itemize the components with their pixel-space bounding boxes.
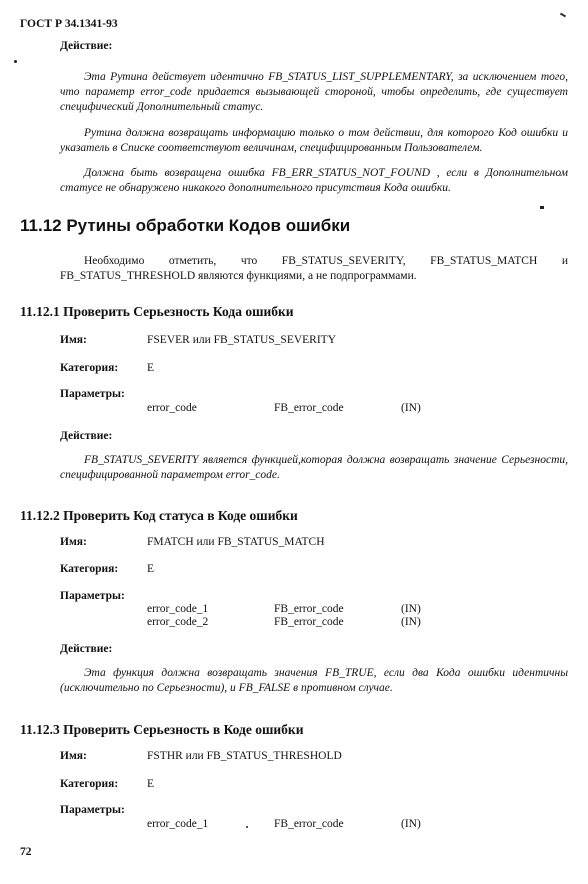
sub1-param-type: FB_error_code — [274, 402, 344, 414]
sub3-param-type: FB_error_code — [274, 818, 344, 830]
subsection-1-heading: 11.12.1 Проверить Серьезность Кода ошибки — [20, 304, 294, 319]
sub2-action-label: Действие: — [60, 643, 113, 655]
sub2-param-2-mode: (IN) — [401, 616, 421, 628]
sub2-param-1-name: error_code_1 — [147, 603, 209, 615]
sub3-category-label: Категория: — [60, 778, 119, 790]
sub2-param-1-type: FB_error_code — [274, 603, 344, 615]
sub2-name-value: FMATCH или FB_STATUS_MATCH — [147, 536, 325, 548]
sub3-param-mode: (IN) — [401, 818, 421, 830]
sub2-params-label: Параметры: — [60, 590, 125, 602]
sub3-params-label: Параметры: — [60, 804, 125, 816]
sub1-action-text: FB_STATUS_SEVERITY является функцией,которая должна возвращать значение Серьезности, специфицированной параметром error_code. — [60, 454, 568, 481]
intro-action-label: Действие: — [60, 40, 113, 52]
sub3-param-name: error_code_1 — [147, 818, 209, 830]
sub2-param-2-name: error_code_2 — [147, 616, 209, 628]
sub1-name-value: FSEVER или FB_STATUS_SEVERITY — [147, 334, 337, 346]
scan-dot — [14, 60, 17, 63]
subsection-2-heading: 11.12.2 Проверить Код статуса в Коде ошибки — [20, 508, 298, 523]
sub1-params-label: Параметры: — [60, 388, 125, 400]
document-header: ГОСТ Р 34.1341-93 — [20, 18, 118, 30]
page-number: 72 — [20, 846, 32, 858]
sub1-param-mode: (IN) — [401, 402, 421, 414]
scan-mark — [540, 206, 544, 209]
sub1-category-label: Категория: — [60, 362, 119, 374]
sub1-action-label: Действие: — [60, 430, 113, 442]
sub2-action-text: Эта функция должна возвращать значения FB_TRUE, если два Кода ошибки идентичны (исключительно по Серьезности), и FB_FALSE в противном случае. — [60, 667, 568, 694]
sub2-name-label: Имя: — [60, 536, 87, 548]
sub2-category-label: Категория: — [60, 563, 119, 575]
sub2-param-2-type: FB_error_code — [274, 616, 344, 628]
subsection-3-heading: 11.12.3 Проверить Серьезность в Коде ошибки — [20, 722, 304, 737]
sub3-name-label: Имя: — [60, 750, 87, 762]
section-paragraph: Необходимо отметить, что FB_STATUS_SEVERITY, FB_STATUS_MATCH и FB_STATUS_THRESHOLD являются функциями, а не подпрограммами. — [60, 255, 568, 282]
sub1-param-name: error_code — [147, 402, 197, 414]
section-heading: 11.12 Рутины обработки Кодов ошибки — [20, 216, 351, 235]
intro-paragraph-1: Эта Рутина действует идентично FB_STATUS_LIST_SUPPLEMENTARY, за исключением того, что параметр error_code придается вызывающей стороной, чтобы определить, где существует специфический Дополнительный статус. — [60, 71, 568, 113]
sub3-category-value: E — [147, 778, 155, 790]
scan-dot — [246, 826, 248, 828]
sub2-param-1-mode: (IN) — [401, 603, 421, 615]
sub1-name-label: Имя: — [60, 334, 87, 346]
sub2-category-value: E — [147, 563, 155, 575]
intro-paragraph-2: Рутина должна возвращать информацию только о том действии, для которого Код ошибки и указатель в Списке соответствуют величинам, специфицированным Пользователем. — [60, 127, 568, 154]
scan-mark — [560, 13, 566, 18]
sub1-category-value: E — [147, 362, 155, 374]
sub3-name-value: FSTHR или FB_STATUS_THRESHOLD — [147, 750, 342, 762]
intro-paragraph-3: Должна быть возвращена ошибка FB_ERR_STATUS_NOT_FOUND , если в Дополнительном статусе не обнаружено никакого дополнительного присутствия Кода ошибки. — [60, 167, 568, 194]
